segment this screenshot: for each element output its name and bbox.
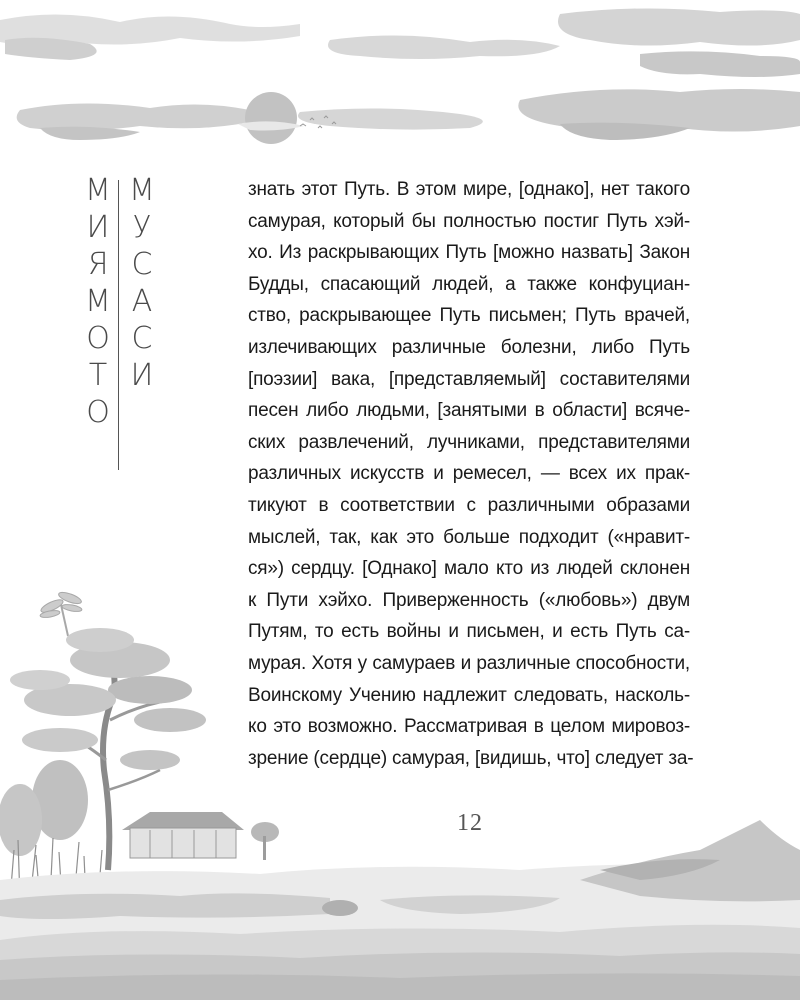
body-text (248, 174, 694, 774)
text-line: Будды, спасающий людей, а также конфуциан- (248, 273, 690, 295)
author-letter: С (131, 321, 153, 356)
text-line: [поэзии] вака, [представляемый] составителями (248, 368, 690, 390)
text-line: ся») сердцу. [Однако] мало кто из людей склонен (248, 558, 690, 580)
text-line: мыслей, так, как это больше подходит («нравит- (248, 526, 690, 548)
text-line: ко это возможно. Рассматривая в целом мировоз- (248, 716, 690, 738)
author-letter: У (132, 210, 152, 245)
text-line: мурая. Хотя у самураев и различные способности, (248, 652, 690, 674)
text-line: Путям, то есть войны и письмен, и есть Путь са- (248, 621, 690, 643)
text-line: зрение (сердце) самурая, [видишь, что] следует за- (248, 747, 694, 769)
text-line: Воинскому Учению надлежит следовать, насколь- (248, 684, 690, 706)
author-letter: О (86, 321, 110, 356)
text-line: ство, раскрывающее Путь письмен; Путь врачей, (248, 305, 690, 327)
author-letter: Я (87, 247, 109, 282)
sun-shape (245, 92, 297, 144)
cloud-group-middle (17, 89, 800, 140)
text-line: ских развлечений, лучниками, представителями (248, 431, 690, 453)
author-letter: С (131, 247, 153, 282)
house-drawing (122, 812, 244, 858)
author-letter: И (86, 210, 110, 245)
text-line: хо. Из раскрывающих Путь [можно назвать] Закон (248, 242, 690, 264)
author-letter: М (85, 173, 111, 208)
author-given-name (124, 172, 160, 477)
author-letter: А (131, 284, 153, 319)
dragonfly-drawing (39, 590, 82, 636)
author-family-name (80, 172, 116, 477)
author-divider-line (118, 180, 119, 470)
author-letter: М (85, 284, 111, 319)
text-line: различных искусств и ремесел, — всех их прак- (248, 463, 690, 485)
author-letter: Т (88, 358, 108, 393)
text-line: тикуют в соответствии с различными образами (248, 494, 690, 516)
author-letter: М (129, 173, 155, 208)
author-name-vertical (80, 172, 160, 477)
text-line: излечивающих различные болезни, либо Путь (248, 336, 690, 358)
cloud-group-top (0, 8, 800, 77)
author-letter: О (86, 395, 110, 430)
text-line: к Пути хэйхо. Приверженность («любовь») двум (248, 589, 690, 611)
ground-and-water (0, 820, 800, 1000)
text-line: песен либо людьми, [занятыми в области] всяче- (248, 400, 690, 422)
author-letter: И (130, 358, 154, 393)
text-line: самурая, который бы полностью постиг Путь хэй- (248, 210, 690, 232)
text-line: знать этот Путь. В этом мире, [однако], нет такого (248, 179, 690, 200)
page-number: 12 (457, 810, 483, 836)
